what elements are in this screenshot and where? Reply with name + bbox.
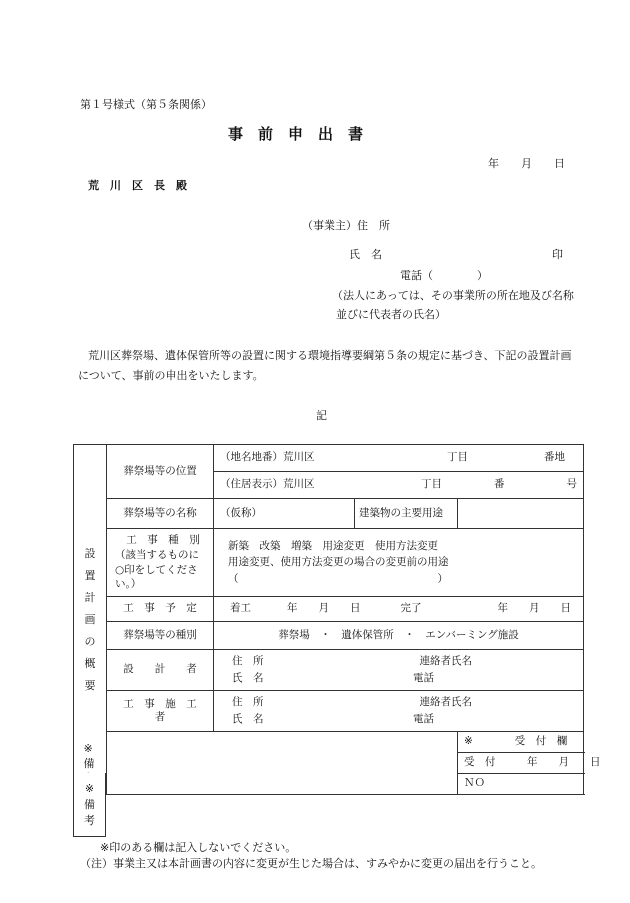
body-paragraph-line2: について、事前の申出をいたします。 — [78, 369, 264, 382]
remarks-label-text: ※備考 — [84, 781, 95, 827]
footer-note1: ※印のある欄は記入しないでください。 — [100, 841, 297, 854]
work-type-note3: い。） — [115, 578, 142, 591]
corporate-note-line1: （法人にあっては、その事業所の所在地及び名称 — [332, 289, 574, 302]
ki-marker: 記 — [316, 409, 327, 422]
facility-type-label: 葬祭場等の種別 — [107, 622, 214, 650]
contractor-address: 住 所 — [232, 696, 264, 709]
schedule-label: 工 事 予 定 — [107, 597, 214, 622]
name-value[interactable]: （仮称） — [214, 499, 355, 529]
form-number: 第１号様式（第５条関係） — [80, 98, 212, 111]
contractor-contact: 連絡者氏名 — [419, 696, 472, 709]
corporate-note-line2: 並びに代表者の氏名） — [336, 308, 446, 321]
schedule-start: 着工 — [230, 602, 251, 615]
location-chiban-cell[interactable] — [214, 445, 584, 472]
contractor-name: 氏 名 — [232, 713, 264, 725]
schedule-end-date: 年 月 日 — [497, 602, 572, 615]
section-label: 設置計画の概要 — [84, 546, 96, 692]
contractor-phone: 電話 — [413, 713, 434, 725]
applicant-phone: 電話（ ） — [400, 269, 488, 282]
body-paragraph-line1: 荒川区葬祭場、遺体保管所等の設置に関する環境指導要綱第５条の規定に基づき、下記の設置計画 — [88, 349, 572, 362]
plan-overview-table — [73, 444, 601, 795]
location-ban: 番 — [494, 478, 505, 491]
location-label: 葬祭場等の位置 — [107, 445, 214, 499]
work-type-label: 工 事 種 別 — [126, 534, 200, 547]
schedule-start-date: 年 月 日 — [287, 602, 361, 615]
location-go: 号 — [566, 478, 578, 491]
location-chome2: 丁目 — [421, 478, 443, 491]
designer-label: 設 計 者 — [107, 650, 214, 691]
document-date: 年 月 日 — [488, 157, 565, 170]
designer-name: 氏 名 — [232, 672, 264, 684]
work-type-note1: （該当するものに — [115, 548, 199, 561]
location-banchi: 番地 — [544, 451, 566, 464]
contractor-cell[interactable] — [214, 691, 584, 732]
building-use-label: 建築物の主要用途 — [355, 499, 458, 529]
paren-close: ） — [437, 572, 448, 585]
facility-type-options[interactable]: 葬祭場 ・ 遺体保管所 ・ エンバーミング施設 — [214, 622, 584, 650]
paren-open: （ — [228, 572, 239, 585]
location-jukyo-cell[interactable] — [214, 472, 584, 499]
work-type-cell[interactable] — [214, 529, 584, 597]
addressee: 荒 川 区 長 殿 — [88, 179, 187, 192]
work-type-note2: ○印をしてくださ — [115, 563, 198, 576]
contractor-label: 工 事 施 工 者 — [107, 691, 214, 732]
footer-note2: （注）事業主又は本計画書の内容に変更が生じた場合は、すみやかに変更の届出を行うこと。 — [80, 857, 542, 870]
building-use-value[interactable] — [458, 499, 584, 529]
designer-phone: 電話 — [413, 672, 434, 684]
seal-mark: 印 — [552, 248, 563, 261]
location-chiban: （地名地番）荒川区 — [220, 451, 315, 464]
reception-header: ※ 受 付 欄 — [458, 732, 584, 753]
reception-no[interactable]: ＮＯ — [458, 774, 584, 795]
designer-cell[interactable] — [214, 650, 584, 691]
location-chome1: 丁目 — [447, 451, 469, 464]
work-type-options: 新築 改築 増築 用途変更 使用方法変更 — [228, 540, 438, 553]
remarks-label-box — [73, 773, 106, 837]
location-jukyo: （住居表示）荒川区 — [220, 478, 315, 491]
page-title: 事 前 申 出 書 — [228, 125, 364, 143]
reception-date[interactable]: 受 付 年 月 日 — [458, 753, 584, 774]
applicant-name-label: 氏 名 — [349, 248, 382, 261]
designer-address: 住 所 — [232, 655, 264, 668]
work-type-label-cell — [107, 529, 214, 597]
schedule-cell[interactable] — [214, 597, 584, 622]
name-label: 葬祭場等の名称 — [107, 499, 214, 529]
schedule-end: 完了 — [400, 602, 422, 615]
remarks-label: ※備 — [83, 741, 95, 770]
remarks-cell[interactable] — [83, 732, 458, 795]
applicant-address-label: （事業主）住 所 — [302, 219, 390, 232]
designer-contact: 連絡者氏名 — [419, 655, 472, 668]
work-type-prev-use: 用途変更、使用方法変更の場合の変更前の用途 — [228, 556, 449, 569]
